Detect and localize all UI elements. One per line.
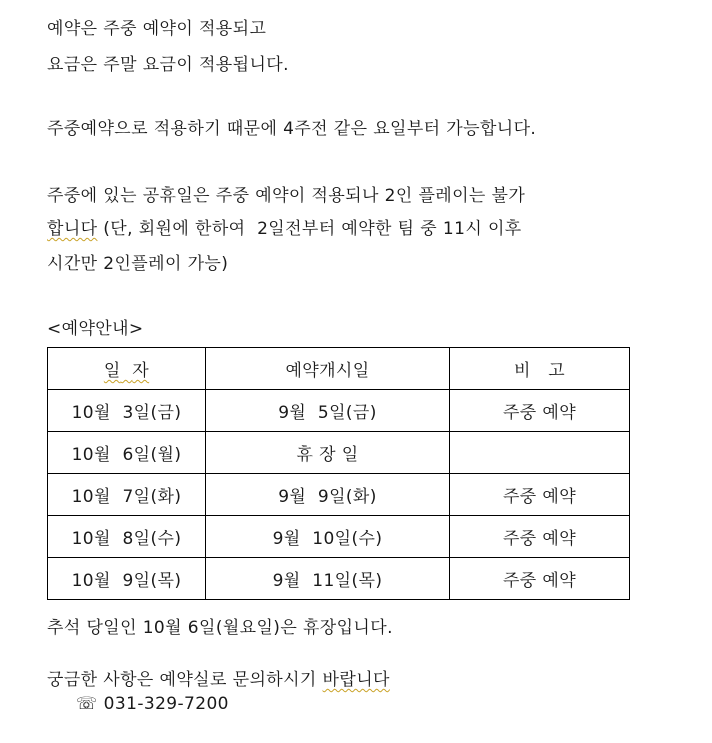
intro-line-1: 예약은 주중 예약이 적용되고 [47, 19, 267, 39]
holiday-note-line-2 [47, 218, 522, 240]
inquiry-line [47, 669, 390, 691]
header-date-char-2: 자 [132, 361, 150, 381]
cell-open-date: 9월 5일(금) [206, 390, 450, 432]
cell-note: 주중 예약 [450, 474, 630, 516]
cell-date: 10월 7일(화) [48, 474, 206, 516]
table-row [48, 516, 630, 558]
cell-open-date: 휴 장 일 [206, 432, 450, 474]
cell-open-date: 9월 11일(목) [206, 558, 450, 600]
cell-date: 10월 9일(목) [48, 558, 206, 600]
holiday-note-line-3: 시간만 2인플레이 가능) [47, 254, 229, 274]
cell-date: 10월 3일(금) [48, 390, 206, 432]
table-row [48, 390, 630, 432]
cell-date: 10월 6일(월) [48, 432, 206, 474]
table-row [48, 474, 630, 516]
section-title: <예약안내> [47, 319, 144, 339]
inquiry-text: 궁금한 사항은 예약실로 문의하시기 [47, 670, 323, 690]
table-header-row [48, 348, 630, 390]
reservation-table [47, 347, 630, 600]
table-row [48, 432, 630, 474]
header-date-gap [121, 361, 133, 381]
phone-icon: ☏ [76, 694, 98, 714]
chuseok-note: 추석 당일인 10월 6일(월요일)은 휴장입니다. [47, 618, 393, 638]
header-date-char-1: 일 [103, 361, 121, 381]
cell-note: 주중 예약 [450, 516, 630, 558]
spellcheck-word: 합니다 [47, 219, 98, 239]
cell-note: 주중 예약 [450, 558, 630, 600]
inquiry-word: 바랍니다 [322, 670, 390, 690]
table-row [48, 558, 630, 600]
header-note: 비 고 [450, 348, 630, 390]
intro-line-2: 요금은 주말 요금이 적용됩니다. [47, 55, 289, 75]
holiday-note-line-2-rest: (단, 회원에 한하여 2일전부터 예약한 팀 중 11시 이후 [97, 219, 522, 239]
cell-note [450, 432, 630, 474]
notice-4weeks: 주중예약으로 적용하기 때문에 4주전 같은 요일부터 가능합니다. [47, 119, 537, 139]
cell-note: 주중 예약 [450, 390, 630, 432]
cell-date: 10월 8일(수) [48, 516, 206, 558]
cell-open-date: 9월 9일(화) [206, 474, 450, 516]
header-date [48, 348, 206, 390]
phone-line [76, 693, 229, 715]
cell-open-date: 9월 10일(수) [206, 516, 450, 558]
header-open-date: 예약개시일 [206, 348, 450, 390]
holiday-note-line-1: 주중에 있는 공휴일은 주중 예약이 적용되나 2인 플레이는 불가 [47, 186, 526, 206]
phone-number: 031-329-7200 [103, 694, 229, 714]
